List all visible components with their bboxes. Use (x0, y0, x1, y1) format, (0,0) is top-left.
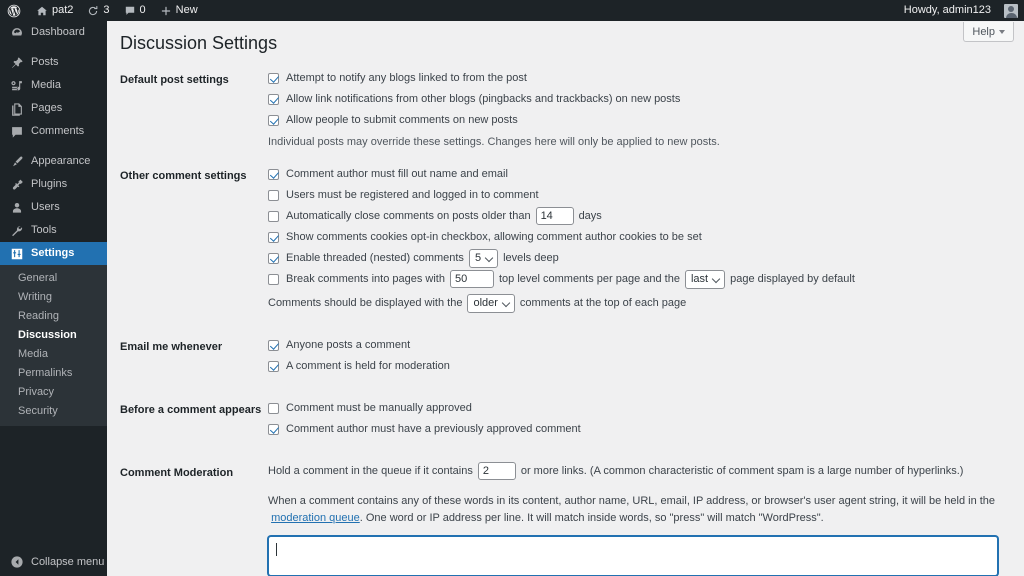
spacer (120, 150, 1020, 164)
updates-icon (87, 5, 99, 17)
option-label: Show comments cookies opt-in checkbox, allowing comment author cookies to be set (286, 231, 702, 243)
paintbrush-icon (9, 154, 25, 170)
option-held-moderation[interactable] (268, 356, 1020, 376)
checkbox-threaded-comments[interactable] (268, 253, 279, 264)
option-label-before: Automatically close comments on posts older than (286, 210, 531, 222)
comment-bubble-icon (124, 5, 136, 17)
sidebar-item-label: Users (31, 201, 60, 213)
sidebar-item-pages[interactable] (0, 97, 107, 120)
sidebar-item-label: Tools (31, 224, 57, 236)
section-label: Comment Moderation (120, 467, 234, 479)
admin-sidebar (0, 21, 107, 576)
checkbox-users-registered[interactable] (268, 190, 279, 201)
page-title: Discussion Settings (120, 33, 278, 53)
thread-depth-select[interactable]: 5 (469, 249, 498, 268)
option-users-registered[interactable] (268, 185, 1020, 205)
new-content-label: New (175, 4, 198, 16)
submenu-item-permalinks[interactable]: Permalinks (18, 367, 73, 379)
sidebar-item-appearance[interactable] (0, 150, 107, 173)
max-links-input[interactable]: 2 (478, 462, 516, 480)
new-content-item[interactable] (153, 0, 205, 21)
sidebar-item-label: Dashboard (31, 26, 85, 38)
sliders-icon (9, 246, 25, 262)
checkbox-held-moderation[interactable] (268, 361, 279, 372)
sidebar-item-media[interactable] (0, 74, 107, 97)
option-comment-order (268, 293, 1020, 313)
section-default-post-settings (120, 68, 1020, 150)
dashboard-icon (9, 25, 25, 41)
spacer (120, 377, 1020, 398)
submenu-item-privacy[interactable]: Privacy (18, 386, 55, 398)
plus-icon (160, 5, 172, 17)
sidebar-separator (0, 143, 107, 150)
option-label-before: Comments should be displayed with the (268, 297, 463, 309)
checkbox-cookies-optin[interactable] (268, 232, 279, 243)
howdy-label[interactable]: Howdy, admin123 (903, 4, 991, 16)
sidebar-item-plugins[interactable] (0, 173, 107, 196)
settings-submenu (0, 265, 107, 426)
collapse-arrow-icon (9, 554, 25, 570)
sidebar-item-label: Plugins (31, 178, 68, 190)
sidebar-item-tools[interactable] (0, 219, 107, 242)
media-icon (9, 78, 25, 94)
option-label: A comment is held for moderation (286, 360, 450, 372)
sidebar-item-settings[interactable] (0, 242, 107, 265)
option-label: Comment author must fill out name and email (286, 168, 508, 180)
option-previously-approved[interactable] (268, 419, 1020, 439)
option-label-after: levels deep (503, 252, 559, 264)
section-other-comment-settings (120, 164, 1020, 314)
option-auto-close[interactable] (268, 206, 1020, 226)
help-label: Help (972, 25, 995, 38)
submenu-item-reading[interactable]: Reading (18, 310, 59, 322)
checkbox-auto-close[interactable] (268, 211, 279, 222)
avatar[interactable] (1004, 4, 1018, 18)
comments-item[interactable] (117, 0, 153, 21)
help-tab-button[interactable] (963, 22, 1014, 42)
option-label-after: days (578, 210, 602, 222)
section-email-me-whenever (120, 335, 1020, 377)
sidebar-item-label: Settings (31, 247, 75, 259)
submenu-item-security[interactable]: Security (18, 405, 58, 417)
plug-icon (9, 177, 25, 193)
main-content (107, 21, 1024, 576)
option-label: Allow link notifications from other blogs (pingbacks and trackbacks) on new posts (286, 93, 681, 105)
updates-item[interactable] (80, 0, 116, 21)
moderation-keys-description (268, 493, 1020, 527)
moderation-keys-textarea[interactable] (268, 536, 998, 576)
sidebar-item-dashboard[interactable] (0, 21, 107, 44)
default-page-select[interactable]: last (685, 270, 725, 289)
option-manually-approved[interactable] (268, 398, 1020, 418)
checkbox-allow-comments[interactable] (268, 115, 279, 126)
collapse-menu-button[interactable] (0, 548, 107, 576)
checkbox-paged-comments[interactable] (268, 274, 279, 285)
sidebar-item-posts[interactable] (0, 51, 107, 74)
checkbox-manually-approved[interactable] (268, 403, 279, 414)
checkbox-previously-approved[interactable] (268, 424, 279, 435)
section-before-comment-appears (120, 398, 1020, 440)
option-label: Comment must be manually approved (286, 402, 472, 414)
updates-count: 3 (103, 4, 110, 16)
moderation-link-threshold-row (268, 461, 1020, 481)
site-name-item[interactable] (29, 0, 80, 21)
moderation-label-after: or more links. (A common characteristic of comment spam is a large number of hyperlinks.) (520, 465, 964, 477)
sidebar-item-label: Comments (31, 125, 85, 137)
comment-order-select[interactable]: older (467, 294, 514, 313)
option-label: Allow people to submit comments on new posts (286, 114, 518, 126)
checkbox-notify-blogs[interactable] (268, 73, 279, 84)
option-label: Comment author must have a previously approved comment (286, 423, 581, 435)
submenu-item-discussion[interactable]: Discussion (18, 329, 77, 341)
submenu-item-media[interactable]: Media (18, 348, 48, 360)
option-threaded-comments[interactable] (268, 248, 1020, 268)
wrench-icon (9, 223, 25, 239)
section-label: Before a comment appears (120, 404, 262, 416)
close-days-input[interactable]: 14 (536, 207, 574, 225)
moderation-label-before: Hold a comment in the queue if it contains (268, 465, 473, 477)
wordpress-logo-icon (7, 4, 21, 18)
option-label-after: page displayed by default (730, 273, 855, 285)
section-label: Other comment settings (120, 170, 247, 182)
option-label: Anyone posts a comment (286, 339, 411, 351)
sidebar-item-label: Posts (31, 56, 59, 68)
option-paged-comments[interactable] (268, 269, 1020, 289)
sidebar-separator (0, 44, 107, 51)
sidebar-item-users[interactable] (0, 196, 107, 219)
moderation-queue-link[interactable]: moderation queue (271, 512, 360, 524)
chevron-down-icon (999, 30, 1005, 34)
section-label: Default post settings (120, 74, 229, 86)
section-label: Email me whenever (120, 341, 223, 353)
home-icon (36, 5, 48, 17)
option-anyone-posts[interactable] (268, 335, 1020, 355)
submenu-item-general[interactable]: General (18, 272, 58, 284)
checkbox-anyone-posts[interactable] (268, 340, 279, 351)
spacer (120, 440, 1020, 461)
submenu-item-writing[interactable]: Writing (18, 291, 53, 303)
option-allow-pingbacks[interactable] (268, 89, 1020, 109)
checkbox-author-name-email[interactable] (268, 169, 279, 180)
option-label-mid: top level comments per page and the (498, 273, 680, 285)
moderation-desc-after: . One word or IP address per line. It will match inside words, so "press" will match "WordPress". (359, 512, 824, 524)
pages-icon (9, 101, 25, 117)
option-author-name-email[interactable] (268, 164, 1020, 184)
comments-per-page-input[interactable]: 50 (450, 270, 494, 288)
admin-bar (0, 0, 1024, 21)
option-cookies-optin[interactable] (268, 227, 1020, 247)
moderation-desc-before: When a comment contains any of these words in its content, author name, URL, email, IP address, or browser's user agent string, it will be held in the (268, 495, 996, 507)
option-label: Attempt to notify any blogs linked to from the post (286, 72, 527, 84)
wordpress-logo-button[interactable] (0, 0, 29, 21)
default-post-note: Individual posts may override these settings. Changes here will only be applied to new posts. (268, 136, 720, 148)
sidebar-item-comments[interactable] (0, 120, 107, 143)
admin-bar-right (897, 0, 1024, 21)
sidebar-item-label: Pages (31, 102, 63, 114)
checkbox-allow-pingbacks[interactable] (268, 94, 279, 105)
option-label-before: Break comments into pages with (286, 273, 445, 285)
spacer (120, 314, 1020, 335)
option-allow-comments[interactable] (268, 110, 1020, 130)
user-icon (9, 200, 25, 216)
discussion-settings-form (120, 68, 1020, 576)
pin-icon (9, 55, 25, 71)
sidebar-item-label: Appearance (31, 155, 91, 167)
text-cursor (276, 543, 277, 556)
comment-bubble-icon (9, 124, 25, 140)
option-label: Users must be registered and logged in to comment (286, 189, 539, 201)
option-notify-blogs[interactable] (268, 68, 1020, 88)
site-name-label: pat2 (52, 4, 74, 16)
option-label-after: comments at the top of each page (519, 297, 687, 309)
option-label-before: Enable threaded (nested) comments (286, 252, 464, 264)
collapse-menu-label: Collapse menu (31, 556, 105, 568)
sidebar-item-label: Media (31, 79, 61, 91)
section-comment-moderation (120, 461, 1020, 576)
comments-count: 0 (139, 4, 146, 16)
